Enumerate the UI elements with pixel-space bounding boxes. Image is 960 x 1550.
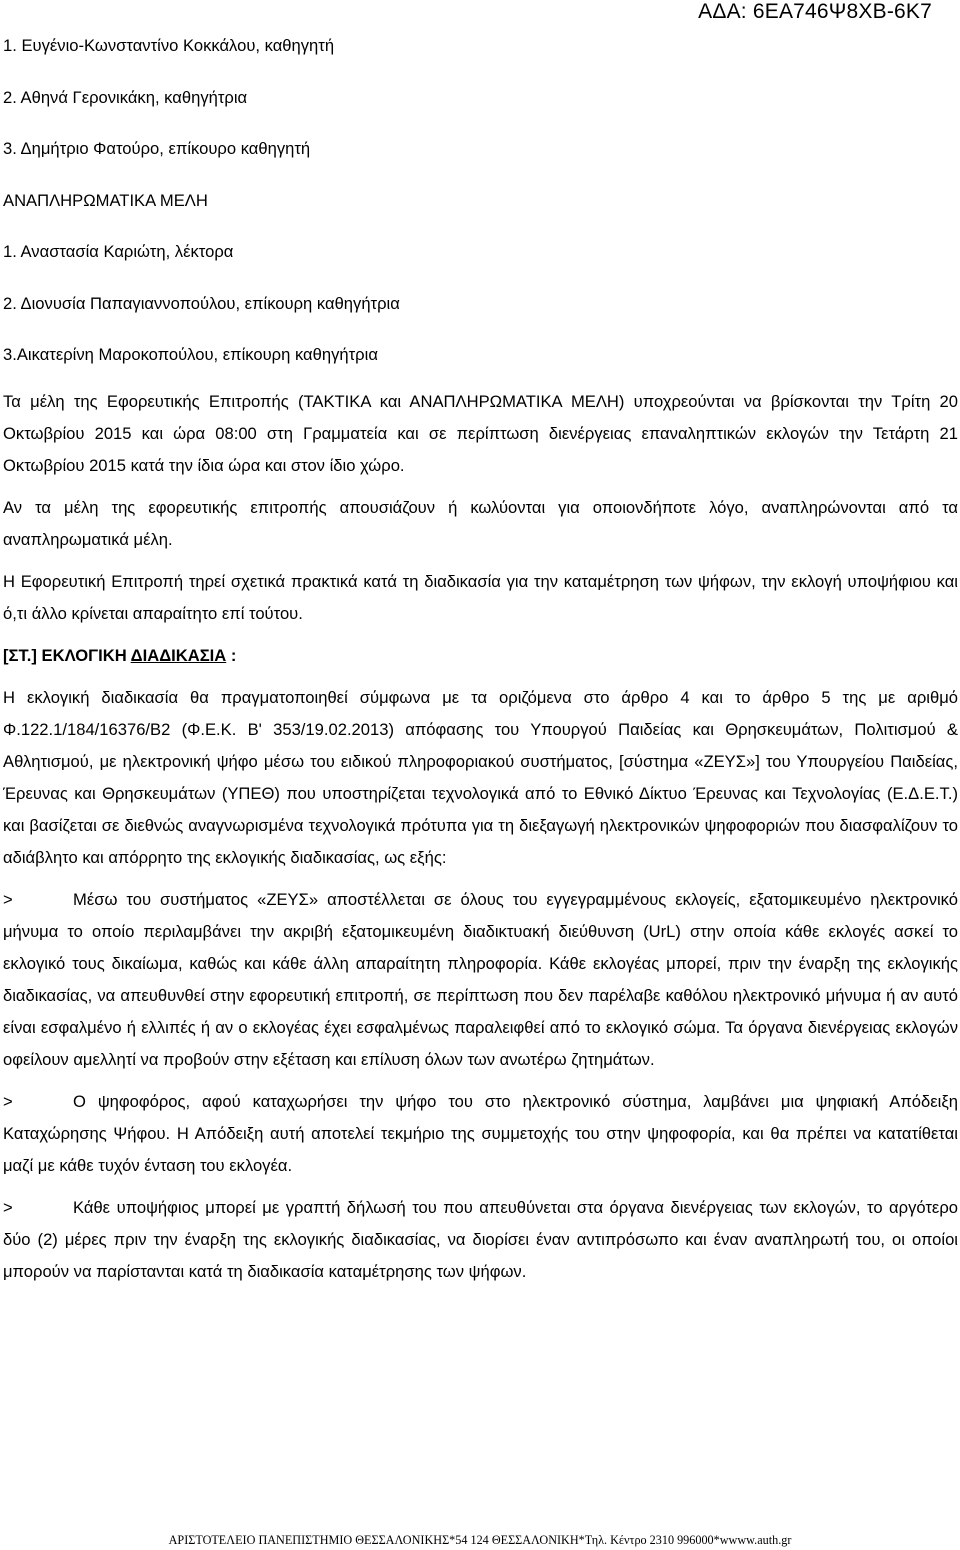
- bullet-text: Μέσω του συστήματος «ΖΕΥΣ» αποστέλλεται σε όλους του εγγεγραμμένους εκλογείς, εξατομικευμένο ηλεκτρονικό μήνυμα το οποίο περιλαμβάνει την ακριβή εξατομικευμένη διαδικτυακή διεύθυνση (UrL) στην οποία κάθε εκλογές ασκεί το εκλογικό τους δικαίωμα, καθώς και κάθε άλλη απαραίτητη πληροφορία. Κάθε εκλογέας μπορεί, πριν την έναρξη της εκλογικής διαδικασίας, να απευθυνθεί στην εφορευτική επιτροπή, σε περίπτωση που δεν παρέλαβε καθόλου ηλεκτρονικό μήνυμα ή αν αυτό είναι εσφαλμένο ή ελλιπές ή αν ο εκλογέας έχει εσφαλμένως παραλειφθεί από το εκλογικό σώμα. Τα όργανα διενέργειας εκλογών οφείλουν αμελλητί να προβούν στην εξέταση και επίλυση όλων των ανωτέρω ζητημάτων.: [3, 890, 958, 1069]
- page-footer: ΑΡΙΣΤΟΤΕΛΕΙΟ ΠΑΝΕΠΙΣΤΗΜΙΟ ΘΕΣΣΑΛΟΝΙΚΗΣ*54 124 ΘΕΣΣΑΛΟΝΙΚΗ*Τηλ. Κέντρο 2310 996000*wwww.auth.gr: [168, 1533, 792, 1547]
- bullet-text: Ο ψηφοφόρος, αφού καταχωρήσει την ψήφο του στο ηλεκτρονικό σύστημα, λαμβάνει μια ψηφιακή Απόδειξη Καταχώρησης Ψήφου. Η Απόδειξη αυτή αποτελεί τεκμήριο της συμμετοχής του στην ψηφοφορία, και θα πρέπει να κατατίθεται μαζί με κάθε τυχόν ένταση του εκλογέα.: [3, 1092, 958, 1175]
- alternate-3: 3.Αικατερίνη Μαροκοπούλου, επίκουρη καθηγήτρια: [3, 345, 378, 364]
- alternates-title: ΑΝΑΠΛΗΡΩΜΑΤΙΚΑ ΜΕΛΗ: [3, 190, 208, 210]
- alternate-2: 2. Διονυσία Παπαγιαννοπούλου, επίκουρη καθηγήτρια: [3, 293, 400, 313]
- bullet-text: Κάθε υποψήφιος μπορεί με γραπτή δήλωσή του που απευθύνεται στα όργανα διενέργειας των εκλογών, το αργότερο δύο (2) μέρες πριν την έναρξη της εκλογικής διαδικασίας, να διορίσει έναν αντιπρόσωπο και έναν αναπληρωτή του, οι οποίοι μπορούν να παρίστανται κατά τη διαδικασία καταμέτρησης των ψήφων.: [3, 1198, 958, 1281]
- bullet-item: [3, 884, 958, 1076]
- document-body: [3, 33, 958, 1298]
- member-1: 1. Ευγένιο-Κωνσταντίνο Κοκκάλου, καθηγητή: [3, 36, 335, 55]
- section-heading-prefix: [ΣΤ.] ΕΚΛΟΓΙΚΗ: [3, 646, 131, 665]
- section-heading: [3, 640, 958, 672]
- section-heading-suffix: :: [226, 646, 237, 665]
- paragraph-duties: Τα μέλη της Εφορευτικής Επιτροπής (ΤΑΚΤΙΚΑ και ΑΝΑΠΛΗΡΩΜΑΤΙΚΑ ΜΕΛΗ) υποχρεούνται να βρίσκονται την Τρίτη 20 Οκτωβρίου 2015 και ώρα 08:00 στη Γραμματεία και σε περίπτωση διενέργειας επαναληπτικών εκλογών την Τετάρτη 21 Οκτωβρίου 2015 κατά την ίδια ώρα και στον ίδιο χώρο.: [3, 392, 958, 475]
- paragraph-minutes: Η Εφορευτική Επιτροπή τηρεί σχετικά πρακτικά κατά τη διαδικασία για την καταμέτρηση των ψήφων, την εκλογή υποψήφιου και ό,τι άλλο κρίνεται απαραίτητο επί τούτου.: [3, 572, 958, 623]
- bullet-mark: >: [3, 1198, 13, 1217]
- member-2: 2. Αθηνά Γερονικάκη, καθηγήτρια: [3, 87, 248, 107]
- bullet-item: [3, 1192, 958, 1288]
- paragraph-absence: Αν τα μέλη της εφορευτικής επιτροπής απουσιάζουν ή κωλύονται για οποιονδήποτε λόγο, αναπληρώνονται από τα αναπληρωματικά μέλη.: [3, 498, 958, 549]
- alternate-1: 1. Αναστασία Καριώτη, λέκτορα: [3, 242, 234, 261]
- member-3: 3. Δημήτριο Φατούρο, επίκουρο καθηγητή: [3, 139, 311, 158]
- ada-code: ΑΔΑ: 6ΕΑ746Ψ8ΧΒ-6Κ7: [698, 0, 932, 23]
- bullet-item: [3, 1086, 958, 1182]
- bullet-mark: >: [3, 1092, 13, 1111]
- procedure-intro: Η εκλογική διαδικασία θα πραγματοποιηθεί σύμφωνα με τα οριζόμενα στο άρθρο 4 και το άρθρο 5 της με αριθμό Φ.122.1/184/16376/Β2 (Φ.Ε.Κ. Β' 353/19.02.2013) απόφασης του Υπουργού Παιδείας και Θρησκευμάτων, Πολιτισμού & Αθλητισμού, με ηλεκτρονική ψήφο μέσω του ειδικού πληροφοριακού συστήματος, [σύστημα «ΖΕΥΣ»] του Υπουργείου Παιδείας, Έρευνας και Θρησκευμάτων (ΥΠΕΘ) που υποστηρίζεται τεχνολογικά από το Εθνικό Δίκτυο Έρευνας και Τεχνολογίας (Ε.Δ.Ε.Τ.) και βασίζεται σε διεθνώς αναγνωρισμένα τεχνολογικά πρότυπα για τη διεξαγωγή ηλεκτρονικών ψηφοφοριών που διασφαλίζουν το αδιάβλητο και απόρρητο της εκλογικής διαδικασίας, ως εξής:: [3, 688, 958, 867]
- section-heading-underlined: ΔΙΑΔΙΚΑΣΙΑ: [130, 646, 227, 665]
- bullet-mark: >: [3, 890, 13, 909]
